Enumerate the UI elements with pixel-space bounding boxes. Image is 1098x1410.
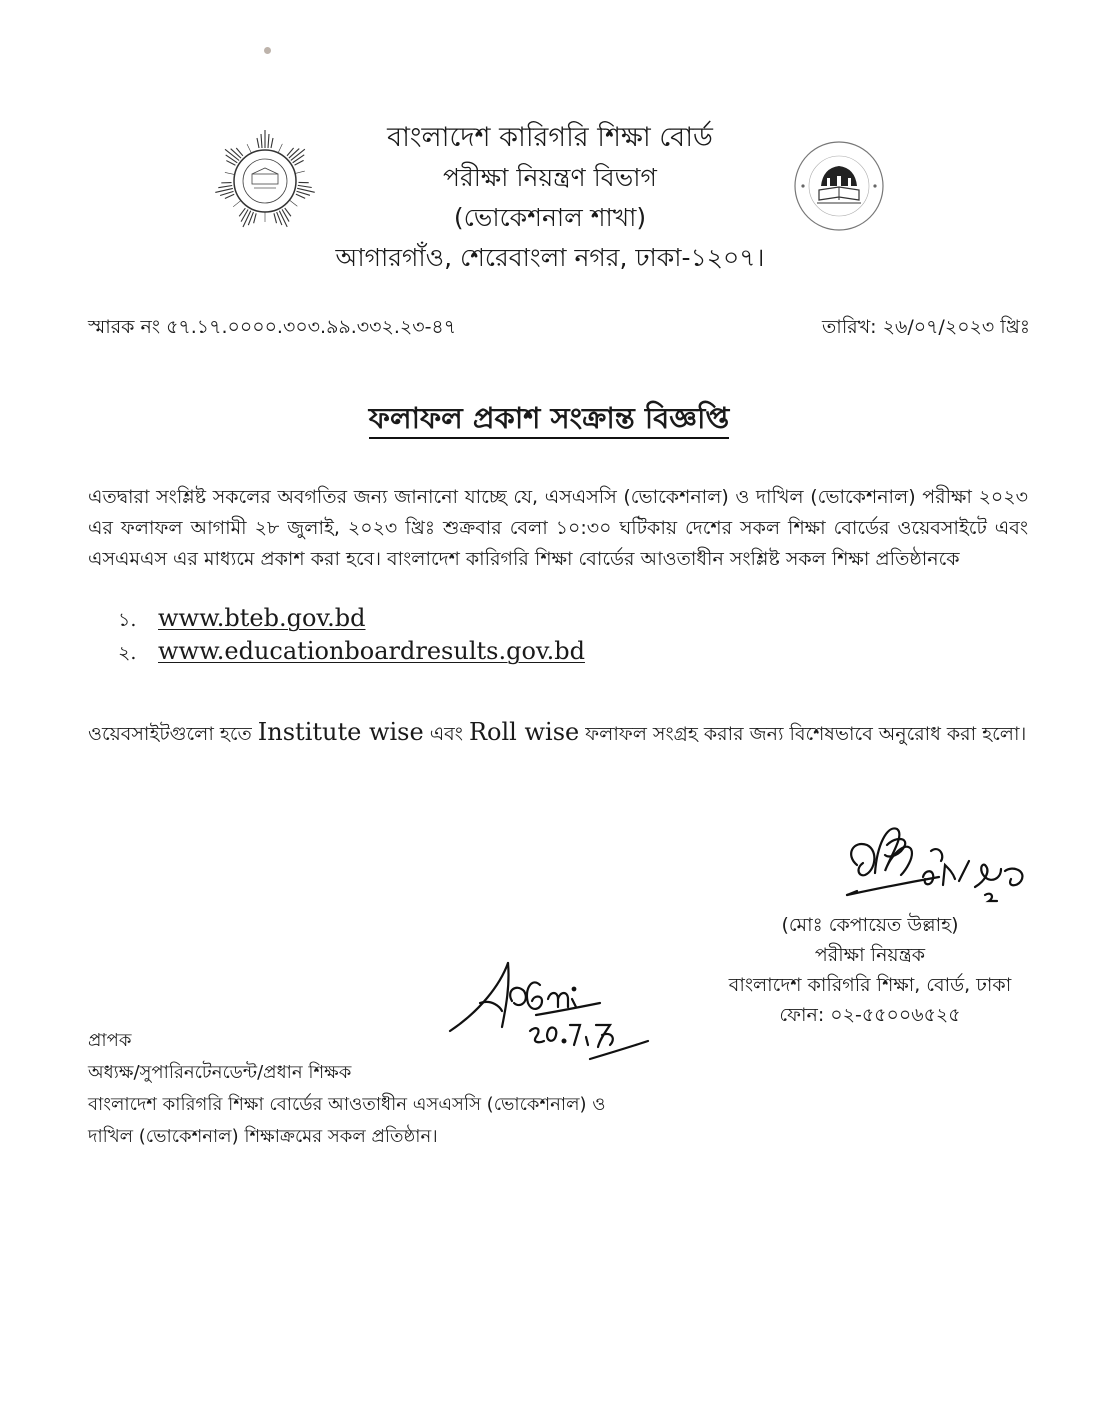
recipient-line-1: অধ্যক্ষ/সুপারিনটেনডেন্ট/প্রধান শিক্ষক: [88, 1062, 352, 1083]
list-number: ২.: [118, 642, 137, 664]
signer-designation: পরীক্ষা নিয়ন্ত্রক: [814, 944, 926, 966]
letterhead: [300, 118, 800, 278]
memo-number: স্মারক নং ৫৭.১৭.০০০০.৩০৩.৯৯.৩৩২.২৩-৪৭: [88, 316, 457, 338]
scan-speck: [264, 47, 271, 54]
list-number: ১.: [118, 609, 137, 631]
education-seal-icon: [793, 140, 885, 232]
website-list: [118, 604, 585, 670]
recipient-label: প্রাপক: [88, 1030, 132, 1051]
bteb-link[interactable]: www.bteb.gov.bd: [158, 604, 366, 632]
recipient-line-2: বাংলাদেশ কারিগরি শিক্ষা বোর্ডের আওতাধীন এসএসসি (ভোকেশনাল) ও: [88, 1094, 606, 1115]
roll-wise-text: Roll wise: [468, 718, 580, 746]
notice-title: ফলাফল প্রকাশ সংক্রান্ত বিজ্ঞপ্তি: [369, 401, 729, 439]
recipient-line-3: দাখিল (ভোকেশনাল) শিক্ষাক্রমের সকল প্রতিষ্ঠান।: [88, 1126, 438, 1147]
signer-phone: ফোন: ০২-৫৫০০৬৫২৫: [779, 1004, 961, 1026]
recipient-block: [88, 1025, 606, 1153]
memo-date: তারিখ: ২৬/০৭/২০২৩ খ্রিঃ: [822, 316, 1030, 338]
request-text: এবং: [423, 723, 469, 745]
address: আগারগাঁও, শেরেবাংলা নগর, ঢাকা-১২০৭।: [335, 243, 765, 272]
department-name: পরীক্ষা নিয়ন্ত্রণ বিভাগ: [443, 163, 657, 192]
branch-name: (ভোকেশনাল শাখা): [453, 203, 647, 232]
request-paragraph: [88, 714, 1028, 752]
institute-wise-text: Institute wise: [257, 718, 424, 746]
signer-block: [705, 910, 1035, 1030]
notice-title-wrap: [0, 396, 1098, 445]
controller-signature: [835, 815, 1035, 915]
list-item: [118, 604, 585, 637]
signer-office: বাংলাদেশ কারিগরি শিক্ষা, বোর্ড, ঢাকা: [728, 974, 1012, 996]
request-text: ফলাফল সংগ্রহ করার জন্য বিশেষভাবে অনুরোধ করা হলো।: [579, 723, 1027, 745]
notice-body: এতদ্বারা সংশ্লিষ্ট সকলের অবগতির জন্য জানানো যাচ্ছে যে, এসএসসি (ভোকেশনাল) ও দাখিল (ভোকেশনাল) পরীক্ষা ২০২৩ এর ফলাফল আগামী ২৮ জুলাই, ২০২৩ খ্রিঃ শুক্রবার বেলা ১০:৩০ ঘটিকায় দেশের সকল শিক্ষা বোর্ডের ওয়েবসাইটে এবং এসএমএস এর মাধ্যমে প্রকাশ করা হবে। বাংলাদেশ কারিগরি শিক্ষা বোর্ডের আওতাধীন সংশ্লিষ্ট সকল শিক্ষা প্রতিষ্ঠানকে: [88, 486, 1028, 570]
signer-name: (মোঃ কেপায়েত উল্লাহ): [781, 914, 959, 936]
education-board-results-link[interactable]: www.educationboardresults.gov.bd: [158, 637, 585, 665]
request-text: ওয়েবসাইটগুলো হতে: [88, 723, 258, 745]
list-item: [118, 637, 585, 670]
org-name: বাংলাদেশ কারিগরি শিক্ষা বোর্ড: [387, 122, 713, 153]
